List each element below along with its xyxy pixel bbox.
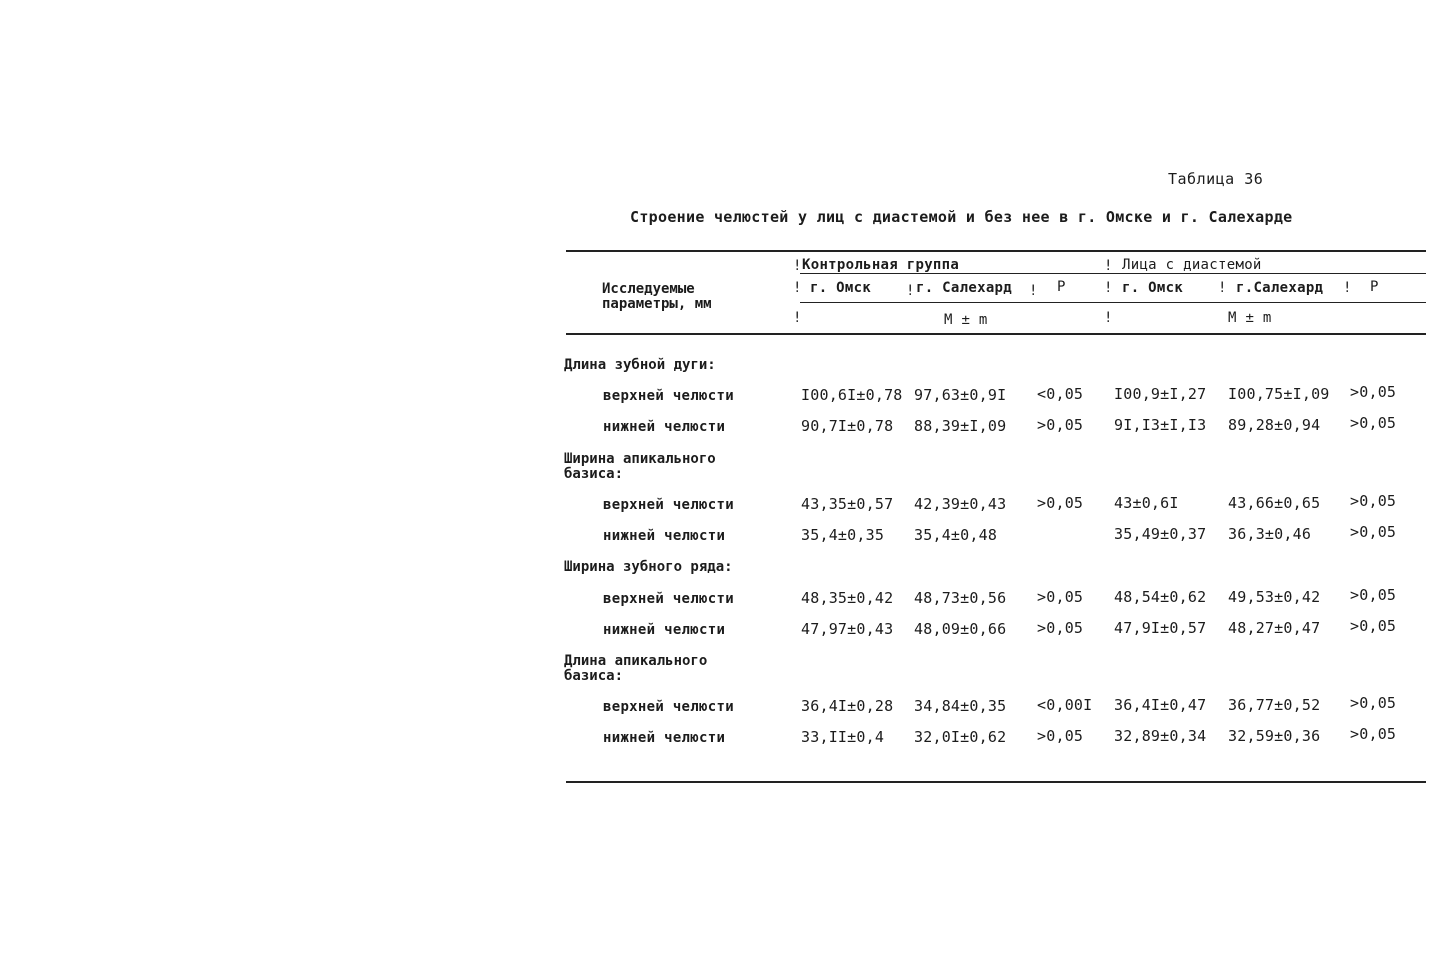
col-omsk-diastema: г. Омск: [1122, 280, 1184, 296]
header-separator: !: [1029, 283, 1038, 299]
col-salekhard-control: г. Салехард: [916, 280, 1013, 296]
cell-control-p: >0,05: [1037, 494, 1084, 512]
header-top-rule: [566, 250, 1426, 252]
cell-diastema-salekhard: I00,75±I,09: [1228, 385, 1330, 403]
cell-diastema-p: >0,05: [1350, 414, 1397, 432]
cell-control-p: >0,05: [1037, 588, 1084, 606]
cell-diastema-p: >0,05: [1350, 725, 1397, 743]
cell-control-p: >0,05: [1037, 619, 1084, 637]
cell-diastema-salekhard: 48,27±0,47: [1228, 619, 1321, 637]
row-label: верхней челюсти: [603, 497, 734, 513]
row-label: нижней челюсти: [603, 622, 726, 638]
cell-diastema-omsk: 35,49±0,37: [1114, 525, 1207, 543]
group-label: Ширина зубного ряда:: [564, 559, 733, 575]
diastema-group-header: Лица с диастемой: [1122, 257, 1262, 273]
cell-diastema-salekhard: 36,3±0,46: [1228, 525, 1312, 543]
cell-diastema-p: >0,05: [1350, 523, 1397, 541]
header-separator: !: [1104, 258, 1113, 274]
cell-diastema-omsk: 48,54±0,62: [1114, 588, 1207, 606]
header-separator: !: [1104, 310, 1113, 326]
col-omsk-control: г. Омск: [810, 280, 872, 296]
cell-diastema-omsk: I00,9±I,27: [1114, 385, 1207, 403]
row-label: верхней челюсти: [603, 591, 734, 607]
cell-control-omsk: 35,4±0,35: [801, 526, 885, 544]
header-separator: !: [793, 310, 802, 326]
mean-label-diastema: М ± m: [1228, 310, 1272, 326]
header-separator: !: [1104, 280, 1113, 296]
cell-diastema-omsk: 9I,I3±I,I3: [1114, 416, 1207, 434]
cell-control-salekhard: 97,63±0,9I: [914, 386, 1007, 404]
header-separator: !: [1343, 280, 1352, 296]
cell-diastema-salekhard: 89,28±0,94: [1228, 416, 1321, 434]
control-group-header: Контрольная группа: [802, 257, 960, 273]
cell-control-omsk: 43,35±0,57: [801, 495, 894, 513]
cell-diastema-salekhard: 43,66±0,65: [1228, 494, 1321, 512]
row-label: нижней челюсти: [603, 528, 726, 544]
cell-control-p: >0,05: [1037, 727, 1084, 745]
header-separator: !: [906, 283, 915, 299]
cell-control-omsk: 48,35±0,42: [801, 589, 894, 607]
cell-control-salekhard: 48,73±0,56: [914, 589, 1007, 607]
cell-control-omsk: 90,7I±0,78: [801, 417, 894, 435]
cell-control-omsk: I00,6I±0,78: [801, 386, 903, 404]
group-label: Ширина апикального базиса:: [564, 451, 716, 482]
row-label: верхней челюсти: [603, 388, 734, 404]
cell-diastema-p: >0,05: [1350, 694, 1397, 712]
table-bottom-rule: [566, 781, 1426, 783]
cell-control-omsk: 33,II±0,4: [801, 728, 885, 746]
header-separator: !: [1218, 280, 1227, 296]
cell-diastema-omsk: 36,4I±0,47: [1114, 696, 1207, 714]
cell-diastema-p: >0,05: [1350, 586, 1397, 604]
row-label: нижней челюсти: [603, 419, 726, 435]
cell-diastema-salekhard: 32,59±0,36: [1228, 727, 1321, 745]
cell-diastema-p: >0,05: [1350, 617, 1397, 635]
col-p-control: Р: [1057, 279, 1066, 295]
cell-diastema-omsk: 47,9I±0,57: [1114, 619, 1207, 637]
group-label: Длина апикального базиса:: [564, 653, 708, 684]
cell-control-salekhard: 88,39±I,09: [914, 417, 1007, 435]
cell-control-omsk: 47,97±0,43: [801, 620, 894, 638]
cell-control-salekhard: 42,39±0,43: [914, 495, 1007, 513]
col-p-diastema: Р: [1370, 279, 1379, 295]
header-group-rule: [800, 273, 1426, 274]
cell-diastema-p: >0,05: [1350, 492, 1397, 510]
cell-control-p: >0,05: [1037, 416, 1084, 434]
header-bottom-rule: [566, 333, 1426, 335]
group-label: Длина зубной дуги:: [564, 357, 716, 373]
table-number: Таблица 36: [1168, 170, 1264, 188]
header-separator: !: [793, 258, 802, 274]
header-separator: !: [793, 280, 802, 296]
row-label: нижней челюсти: [603, 730, 726, 746]
row-label: верхней челюсти: [603, 699, 734, 715]
cell-control-salekhard: 35,4±0,48: [914, 526, 998, 544]
header-subcol-rule: [800, 302, 1426, 303]
cell-diastema-omsk: 43±0,6I: [1114, 494, 1179, 512]
cell-control-salekhard: 34,84±0,35: [914, 697, 1007, 715]
cell-diastema-salekhard: 49,53±0,42: [1228, 588, 1321, 606]
cell-control-salekhard: 32,0I±0,62: [914, 728, 1007, 746]
cell-control-salekhard: 48,09±0,66: [914, 620, 1007, 638]
cell-control-p: <0,05: [1037, 385, 1084, 403]
cell-diastema-omsk: 32,89±0,34: [1114, 727, 1207, 745]
cell-control-p: <0,00I: [1037, 696, 1093, 714]
table-title: Строение челюстей у лиц с диастемой и без нее в г. Омске и г. Салехарде: [630, 208, 1293, 226]
cell-diastema-p: >0,05: [1350, 383, 1397, 401]
col-salekhard-diastema: г.Салехард: [1236, 280, 1324, 296]
params-column-header: Исследуемые параметры, мм: [602, 281, 712, 312]
mean-label-control: М ± m: [944, 312, 988, 328]
cell-diastema-salekhard: 36,77±0,52: [1228, 696, 1321, 714]
cell-control-omsk: 36,4I±0,28: [801, 697, 894, 715]
